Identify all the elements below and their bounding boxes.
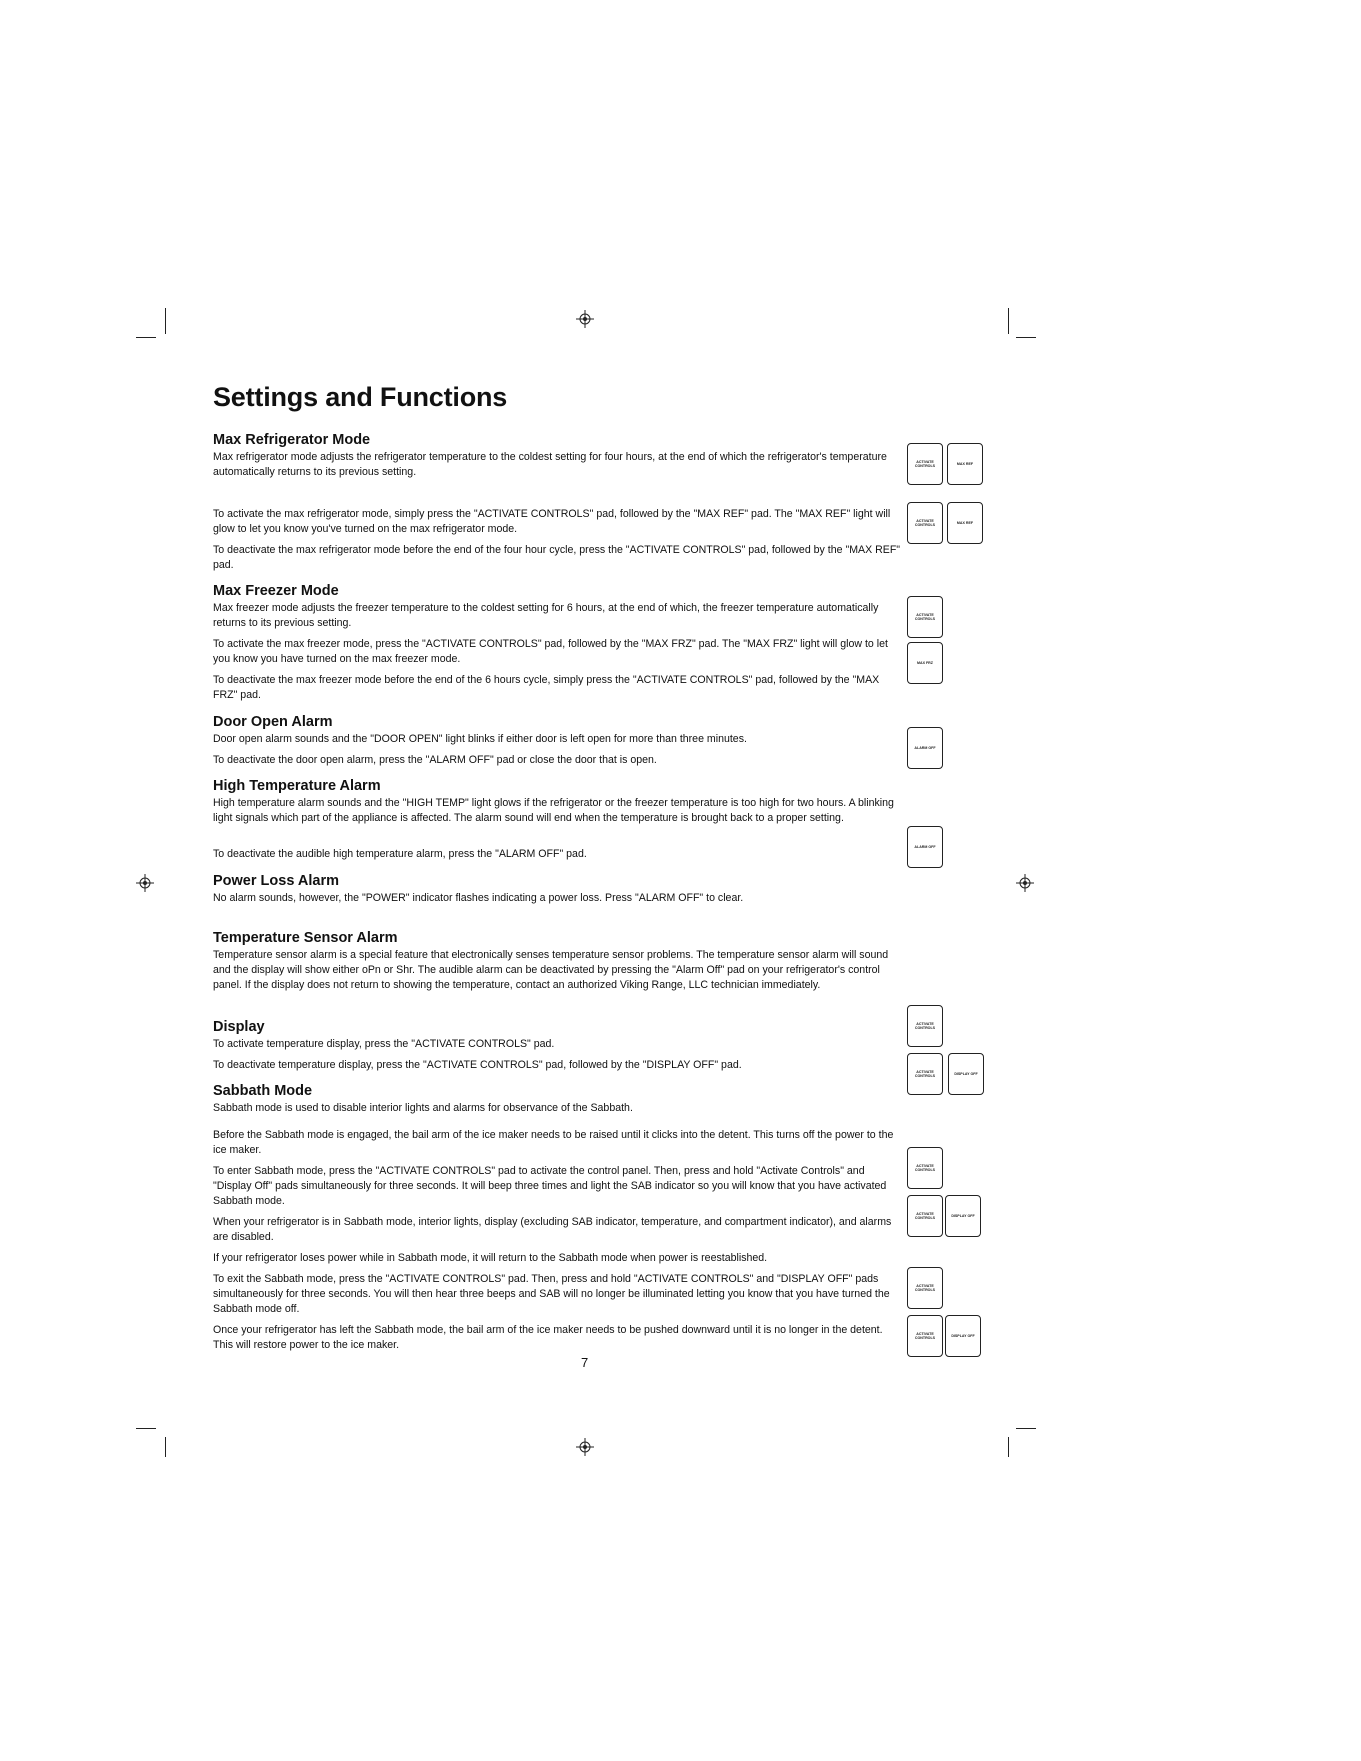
paragraph: If your refrigerator loses power while in Sabbath mode, it will return to the Sabbath mode when power is reestablished.	[213, 1252, 768, 1264]
crop-mark	[136, 337, 156, 338]
crop-mark	[1008, 308, 1009, 334]
section-heading: High Temperature Alarm	[213, 778, 381, 794]
crop-mark	[136, 1428, 156, 1429]
display-off-pad: DISPLAY OFF	[945, 1315, 981, 1357]
max-ref-pad: MAX REF	[947, 502, 983, 544]
section-heading: Temperature Sensor Alarm	[213, 930, 398, 946]
alarm-off-pad: ALARM OFF	[907, 826, 943, 868]
section-heading: Door Open Alarm	[213, 714, 333, 730]
page-title: Settings and Functions	[213, 382, 508, 412]
activate-controls-pad: ACTIVATE CONTROLS	[907, 1147, 943, 1189]
registration-mark-icon	[576, 310, 594, 328]
paragraph: No alarm sounds, however, the "POWER" indicator flashes indicating a power loss. Press "ALARM OFF" to clear.	[213, 892, 744, 904]
display-off-pad: DISPLAY OFF	[945, 1195, 981, 1237]
paragraph: Door open alarm sounds and the "DOOR OPEN" light blinks if either door is left open for more than three minutes.	[213, 733, 747, 745]
paragraph: To exit the Sabbath mode, press the "ACTIVATE CONTROLS" pad. Then, press and hold "ACTIVATE CONTROLS" and "DISPLAY OFF" pads simultaneously for three seconds. You will then hear three beeps and SAB will no longer be illuminated letting you know that you have turned the Sabbath mode off.	[213, 1273, 890, 1315]
page-number: 7	[581, 1355, 589, 1370]
registration-mark-icon	[576, 1438, 594, 1456]
paragraph: To activate temperature display, press the "ACTIVATE CONTROLS" pad.	[213, 1038, 555, 1050]
crop-mark	[165, 1437, 166, 1457]
paragraph: To deactivate the door open alarm, press the "ALARM OFF" pad or close the door that is open.	[213, 754, 657, 766]
paragraph: Sabbath mode is used to disable interior lights and alarms for observance of the Sabbath.	[213, 1102, 633, 1114]
crop-mark	[1016, 337, 1036, 338]
paragraph: Max freezer mode adjusts the freezer temperature to the coldest setting for 6 hours, at the end of which, the freezer temperature automatically returns to its previous setting.	[213, 602, 879, 629]
crop-mark	[1016, 1428, 1036, 1429]
paragraph: To deactivate the max refrigerator mode before the end of the four hour cycle, press the "ACTIVATE CONTROLS" pad, followed by the "MAX REF" pad.	[213, 544, 901, 571]
paragraph: To enter Sabbath mode, press the "ACTIVATE CONTROLS" pad to activate the control panel. Then, press and hold "Activate Controls" and "Display Off" pads simultaneously for three seconds. It will beep three times and light the SAB indicator so you will know that you have activated Sabbath mode.	[213, 1165, 887, 1207]
display-off-pad: DISPLAY OFF	[948, 1053, 984, 1095]
activate-controls-pad: ACTIVATE CONTROLS	[907, 1267, 943, 1309]
crop-mark	[165, 308, 166, 334]
section-heading: Power Loss Alarm	[213, 873, 339, 889]
activate-controls-pad: ACTIVATE CONTROLS	[907, 443, 943, 485]
alarm-off-pad: ALARM OFF	[907, 727, 943, 769]
paragraph: To activate the max refrigerator mode, simply press the "ACTIVATE CONTROLS" pad, followed by the "MAX REF" pad. The "MAX REF" light will glow to let you know you've turned on the max refrigerator mode.	[213, 508, 891, 535]
activate-controls-pad: ACTIVATE CONTROLS	[907, 1195, 943, 1237]
registration-mark-icon	[136, 874, 154, 892]
paragraph: To deactivate temperature display, press the "ACTIVATE CONTROLS" pad, followed by the "DISPLAY OFF" pad.	[213, 1059, 742, 1071]
section-heading: Sabbath Mode	[213, 1083, 313, 1099]
activate-controls-pad: ACTIVATE CONTROLS	[907, 596, 943, 638]
paragraph: To activate the max freezer mode, press the "ACTIVATE CONTROLS" pad, followed by the "MAX FRZ" pad. The "MAX FRZ" light will glow to let you know you have turned on the max freezer mode.	[213, 638, 888, 665]
paragraph: Temperature sensor alarm is a special feature that electronically senses temperature sensor problems. The temperature sensor alarm will sound and the display will show either oPn or Shr. The audible alarm can be deactivated by pressing the "Alarm Off" pad on your refrigerator's control panel. If the display does not return to showing the temperature, contact an authorized Viking Range, LLC technician immediately.	[213, 949, 889, 991]
max-frz-pad: MAX FRZ	[907, 642, 943, 684]
paragraph: To deactivate the audible high temperature alarm, press the "ALARM OFF" pad.	[213, 848, 587, 860]
activate-controls-pad: ACTIVATE CONTROLS	[907, 1315, 943, 1357]
max-ref-pad: MAX REF	[947, 443, 983, 485]
paragraph: Once your refrigerator has left the Sabbath mode, the bail arm of the ice maker needs to be pushed downward until it is no longer in the detent. This will restore power to the ice maker.	[213, 1324, 883, 1351]
paragraph: Max refrigerator mode adjusts the refrigerator temperature to the coldest setting for four hours, at the end of which the refrigerator's temperature automatically returns to its previous setting.	[213, 451, 887, 478]
paragraph: High temperature alarm sounds and the "HIGH TEMP" light glows if the refrigerator or the freezer temperature is too high for two hours. A blinking light signals which part of the appliance is affected. The alarm sound will end when the temperature is brought back to a proper setting.	[213, 797, 894, 824]
activate-controls-pad: ACTIVATE CONTROLS	[907, 502, 943, 544]
paragraph: Before the Sabbath mode is engaged, the bail arm of the ice maker needs to be raised until it clicks into the detent. This turns off the power to the ice maker.	[213, 1129, 894, 1156]
paragraph: When your refrigerator is in Sabbath mode, interior lights, display (excluding SAB indicator, temperature, and compartment indicator), and alarms are disabled.	[213, 1216, 892, 1243]
section-heading: Display	[213, 1019, 265, 1035]
registration-mark-icon	[1016, 874, 1034, 892]
section-heading: Max Freezer Mode	[213, 583, 339, 599]
activate-controls-pad: ACTIVATE CONTROLS	[907, 1053, 943, 1095]
section-heading: Max Refrigerator Mode	[213, 432, 371, 448]
activate-controls-pad: ACTIVATE CONTROLS	[907, 1005, 943, 1047]
paragraph: To deactivate the max freezer mode before the end of the 6 hours cycle, simply press the "ACTIVATE CONTROLS" pad, followed by the "MAX FRZ" pad.	[213, 674, 880, 701]
crop-mark	[1008, 1437, 1009, 1457]
